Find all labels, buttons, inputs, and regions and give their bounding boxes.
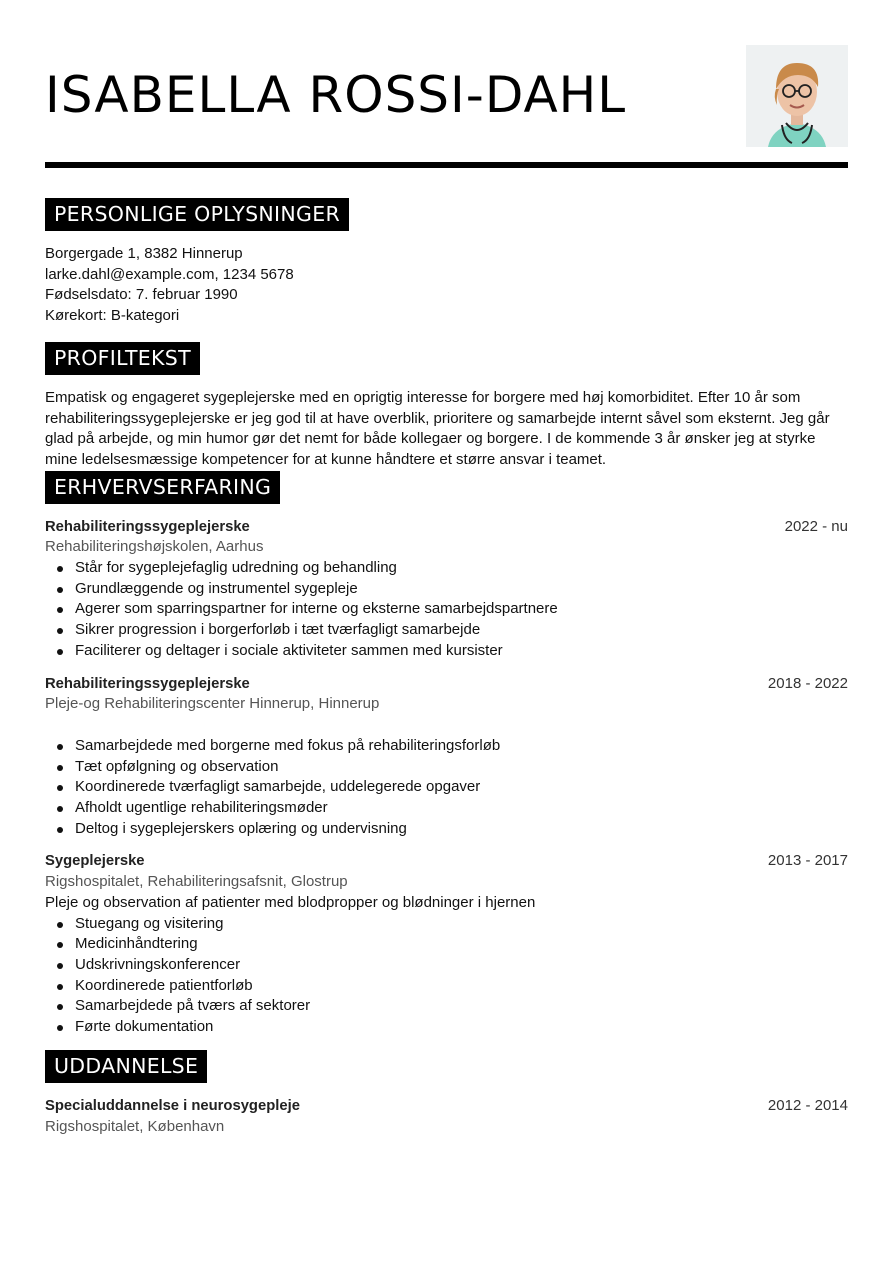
job-dates: 2013 - 2017: [767, 852, 848, 870]
job-dates: 2018 - 2022: [767, 674, 848, 692]
education-header: [45, 1096, 848, 1117]
job-title: Rehabiliteringssygeplejerske: [45, 675, 250, 692]
personal-info-section: [45, 198, 848, 327]
job-place: Pleje-og Rehabiliteringscenter Hinnerup, Hinnerup: [45, 695, 380, 713]
education-title: Specialuddannelse i neurosygepleje: [45, 1097, 300, 1114]
experience-heading: ERHVERVSERFARING: [45, 471, 280, 504]
job-entry: [45, 851, 848, 1037]
education-dates: 2012 - 2014: [767, 1096, 848, 1114]
profile-text: Empatisk og engageret sygeplejerske med en oprigtig interesse for borgere med høj komorbiditet. Efter 10 år som rehabiliteringssygeplejerske er jeg god til at have overblik, prioritere og samarbejde internt såvel som eksternt. Jeg går glad på arbejde, og min humor gør det nemt for både kollegaer og borgere. I de kommende 3 år ønsker jeg at styrke mine ledelsesmæssige kompetencer for at kunne håndtere et større ansvar i teamet.: [45, 388, 830, 468]
job-bullets: [45, 558, 848, 662]
bullet-item: Sikrer progression i borgerforløb i tæt tværfagligt samarbejde: [45, 620, 848, 641]
job-place: Rigshospitalet, Rehabiliteringsafsnit, Glostrup: [45, 873, 348, 891]
bullet-item: Samarbejdede med borgerne med fokus på rehabiliteringsforløb: [45, 736, 848, 757]
job-header: [45, 517, 848, 538]
job-bullets: [45, 914, 848, 1038]
job-place: Rehabiliteringshøjskolen, Aarhus: [45, 538, 264, 556]
personal-info-lines: [45, 244, 848, 327]
bullet-item: Udskrivningskonferencer: [45, 955, 848, 976]
job-title: Rehabiliteringssygeplejerske: [45, 518, 250, 535]
education-place: Rigshospitalet, København: [45, 1117, 225, 1135]
job-bullets: [45, 736, 848, 840]
address-line: Borgergade 1, 8382 Hinnerup: [45, 245, 243, 262]
education-heading: UDDANNELSE: [45, 1050, 207, 1083]
bullet-item: Grundlæggende og instrumentel sygepleje: [45, 579, 848, 600]
bullet-item: Står for sygeplejefaglig udredning og behandling: [45, 558, 848, 579]
bullet-item: Koordinerede patientforløb: [45, 976, 848, 997]
resume-body: [45, 198, 848, 1149]
bullet-item: Deltog i sygeplejerskers oplæring og undervisning: [45, 819, 848, 840]
job-title: Sygeplejerske: [45, 853, 145, 870]
profile-heading: PROFILTEKST: [45, 342, 200, 375]
job-header: [45, 674, 848, 695]
bullet-item: Stuegang og visitering: [45, 914, 848, 935]
contact-line: larke.dahl@example.com, 1234 5678: [45, 265, 294, 283]
candidate-name: ISABELLA ROSSI-DAHL: [45, 66, 627, 124]
birthdate-line: Fødselsdato: 7. februar 1990: [45, 286, 238, 304]
bullet-item: Førte dokumentation: [45, 1017, 848, 1038]
job-description: Pleje og observation af patienter med blodpropper og blødninger i hjernen: [45, 893, 536, 911]
job-entry: [45, 517, 848, 662]
bullet-item: Agerer som sparringspartner for interne og eksterne samarbejdspartnere: [45, 599, 848, 620]
bullet-item: Samarbejdede på tværs af sektorer: [45, 996, 848, 1017]
job-dates: 2022 - nu: [784, 517, 848, 535]
job-entry: [45, 674, 848, 840]
license-line: Kørekort: B-kategori: [45, 307, 180, 325]
personal-info-heading: PERSONLIGE OPLYSNINGER: [45, 198, 349, 231]
experience-section: [45, 471, 848, 1038]
resume-header: [45, 45, 848, 147]
bullet-item: Tæt opfølgning og observation: [45, 757, 848, 778]
profile-section: [45, 342, 848, 471]
profile-photo: [746, 45, 848, 147]
job-header: [45, 851, 848, 872]
education-section: [45, 1050, 848, 1137]
bullet-item: Faciliterer og deltager i sociale aktiviteter sammen med kursister: [45, 641, 848, 662]
header-divider: [45, 162, 848, 168]
bullet-item: Afholdt ugentlige rehabiliteringsmøder: [45, 798, 848, 819]
bullet-item: Medicinhåndtering: [45, 934, 848, 955]
spacer: [45, 715, 848, 736]
bullet-item: Koordinerede tværfagligt samarbejde, uddelegerede opgaver: [45, 777, 848, 798]
education-entry: [45, 1096, 848, 1137]
